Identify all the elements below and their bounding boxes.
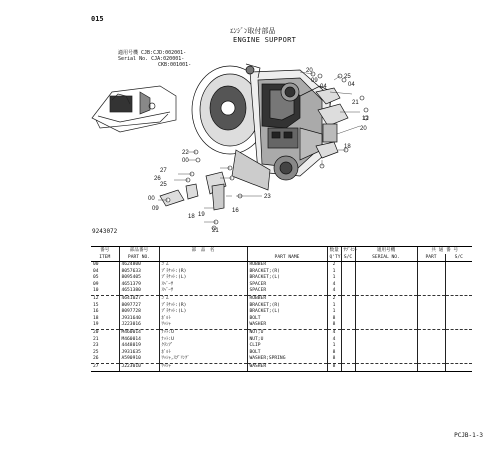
row-name-jp: ﾜｯｼｬ xyxy=(159,363,247,371)
callout-16: 16 xyxy=(232,208,239,214)
row-part-no: M460014 xyxy=(119,337,159,344)
table-row xyxy=(91,363,472,371)
row-name-en: WASHER xyxy=(247,322,327,329)
callout-21-b: 21 xyxy=(212,228,219,234)
row-item: 16 xyxy=(93,309,99,315)
row-item: 09 xyxy=(93,281,99,287)
row-qty: 1 xyxy=(327,275,341,282)
row-remarks-part xyxy=(417,337,445,344)
row-sc xyxy=(341,329,355,336)
row-name-jp: ﾎﾞﾙﾄ xyxy=(159,350,247,357)
row-item: 05 xyxy=(93,275,99,281)
row-name-jp: ﾌﾞﾗｹｯﾄ:(R) xyxy=(159,303,247,310)
table-row xyxy=(91,343,472,350)
row-part-no: 4448019 xyxy=(119,343,159,350)
header-qty-en: Q'TY xyxy=(327,254,341,262)
row-name-en: BRACKET;(R) xyxy=(247,303,327,310)
row-remarks-sc xyxy=(445,275,472,282)
row-name-en: BOLT xyxy=(247,350,327,357)
callout-18-a: 18 xyxy=(344,144,351,150)
row-qty: 8 xyxy=(327,363,341,371)
row-serial xyxy=(355,275,417,282)
row-serial xyxy=(355,316,417,323)
serial-label-en: Serial No. xyxy=(118,56,149,62)
callout-18-b: 18 xyxy=(188,214,195,220)
title-japanese: ｴﾝｼﾞﾝ取付部品 xyxy=(230,27,276,35)
row-remarks-part xyxy=(417,303,445,310)
row-name-jp: ﾌﾞﾗｹｯﾄ:(R) xyxy=(159,269,247,276)
row-name-jp: ﾎﾞﾙﾄ xyxy=(159,316,247,323)
row-part-no: A590910 xyxy=(119,356,159,363)
header-item-jp: 番号 xyxy=(100,248,110,253)
row-remarks-part xyxy=(417,329,445,336)
row-part-no: 8057633 xyxy=(119,269,159,276)
row-part-no: J931635 xyxy=(119,350,159,357)
row-serial xyxy=(355,322,417,329)
row-name-en: WASHER;SPRING xyxy=(247,356,327,363)
table-row xyxy=(91,337,472,344)
row-qty: 1 xyxy=(327,343,341,350)
row-qty: 4 xyxy=(327,329,341,336)
row-name-en: BOLT xyxy=(247,316,327,323)
serial-number-2: CJA:020001- xyxy=(151,56,185,62)
header-name-en: PART NAME xyxy=(247,254,327,262)
row-serial xyxy=(355,329,417,336)
table-row xyxy=(91,356,472,363)
row-part-no: 4651379 xyxy=(119,282,159,289)
row-name-en: RUBBER xyxy=(247,262,327,269)
callout-23: 23 xyxy=(264,194,271,200)
row-sc xyxy=(341,303,355,310)
row-serial xyxy=(355,295,417,302)
row-part-no: 8097728 xyxy=(119,309,159,316)
callout-20-a: 20 xyxy=(306,68,313,74)
row-remarks-sc xyxy=(445,295,472,302)
row-remarks-part xyxy=(417,295,445,302)
row-serial xyxy=(355,363,417,371)
callout-04-a: 04 xyxy=(320,84,327,90)
header-item-en: ITEM xyxy=(91,254,119,262)
row-part-no: 4651380 xyxy=(119,288,159,295)
row-sc xyxy=(341,269,355,276)
callout-09-b: 09 xyxy=(152,206,159,212)
row-item: 19 xyxy=(91,322,119,329)
row-name-en: BRACKET;(R) xyxy=(247,269,327,276)
row-qty: 2 xyxy=(327,262,341,269)
row-name-jp: ﾜｯｼｬ,ｽﾌﾟﾘﾝｸﾞ xyxy=(159,356,247,363)
row-serial xyxy=(355,288,417,295)
table-row xyxy=(91,282,472,289)
callout-00-a: 00 xyxy=(148,196,155,202)
row-remarks-sc xyxy=(445,329,472,336)
header-part-no-jp: 部品番号 xyxy=(119,247,159,254)
callout-20-c: 22 xyxy=(182,150,189,156)
row-item: 18 xyxy=(93,315,99,321)
row-part-no: J223010 xyxy=(119,363,159,371)
header-part-no-en: PART NO. xyxy=(119,254,159,262)
row-sc xyxy=(341,295,355,302)
row-remarks-sc xyxy=(445,269,472,276)
row-item: 00 xyxy=(93,262,99,267)
row-name-jp: ﾌﾞﾗｹｯﾄ:(L) xyxy=(159,275,247,282)
row-qty: 8 xyxy=(327,316,341,323)
row-remarks-sc xyxy=(445,309,472,316)
row-part-no: J931640 xyxy=(119,316,159,323)
table-row xyxy=(91,303,472,310)
row-sc xyxy=(341,322,355,329)
row-remarks-sc xyxy=(445,322,472,329)
row-qty: 8 xyxy=(327,350,341,357)
row-remarks-part xyxy=(417,288,445,295)
row-remarks-sc xyxy=(445,350,472,357)
row-remarks-sc xyxy=(445,343,472,350)
row-remarks-part xyxy=(417,275,445,282)
row-name-jp: ﾅｯﾄ:U xyxy=(159,329,247,336)
row-sc xyxy=(341,275,355,282)
serial-label-jp: 適用号機 xyxy=(118,50,139,56)
row-name-jp: ｺﾞﾑ xyxy=(159,295,247,302)
row-part-no: 4624800 xyxy=(119,262,159,269)
row-serial xyxy=(355,343,417,350)
row-name-en: BRACKET;(L) xyxy=(247,275,327,282)
table-row xyxy=(91,309,472,316)
row-qty: 4 xyxy=(327,282,341,289)
row-sc xyxy=(341,282,355,289)
row-name-jp: ﾌﾞﾗｹｯﾄ:(L) xyxy=(159,309,247,316)
callout-26: 26 xyxy=(154,176,161,182)
row-name-en: BRACKET;(L) xyxy=(247,309,327,316)
page-footer: PCJB-1-3 xyxy=(454,432,483,439)
row-remarks-part xyxy=(417,269,445,276)
row-name-jp: ﾜｯｼｬ xyxy=(159,322,247,329)
callout-21-a: 21 xyxy=(352,100,359,106)
header-serial-en: SERIAL NO. xyxy=(355,254,417,262)
row-item: 15 xyxy=(93,302,99,308)
row-serial xyxy=(355,356,417,363)
row-part-no: M460014 xyxy=(119,329,159,336)
row-sc xyxy=(341,350,355,357)
row-remarks-part xyxy=(417,356,445,363)
row-sc xyxy=(341,337,355,344)
row-serial xyxy=(355,262,417,269)
row-remarks-sc xyxy=(445,316,472,323)
row-item: 10 xyxy=(91,288,119,295)
row-qty: 8 xyxy=(327,356,341,363)
row-remarks-sc xyxy=(445,363,472,371)
machine-thumbnail-icon xyxy=(92,86,176,132)
header-sc-en: S/C xyxy=(341,254,355,262)
row-qty: 4 xyxy=(327,337,341,344)
row-item: 27 xyxy=(91,363,119,371)
row-qty: 1 xyxy=(327,269,341,276)
page-code: 015 xyxy=(91,15,104,23)
row-remarks-sc xyxy=(445,262,472,269)
table-row xyxy=(91,275,472,282)
callout-00-b: 00 xyxy=(182,158,189,164)
header-name-blank-2 xyxy=(159,254,247,262)
serial-number-1: CJB:CJD:002001- xyxy=(141,50,187,56)
row-sc xyxy=(341,262,355,269)
row-sc xyxy=(341,343,355,350)
row-sc xyxy=(341,309,355,316)
parts-table xyxy=(91,247,472,372)
row-part-no: 8095405 xyxy=(119,275,159,282)
row-part-no: 8097727 xyxy=(119,303,159,310)
row-remarks-part xyxy=(417,322,445,329)
row-item: 21 xyxy=(93,336,99,342)
row-remarks-part xyxy=(417,309,445,316)
row-qty: 1 xyxy=(327,303,341,310)
table-row xyxy=(91,329,472,336)
row-qty: 4 xyxy=(327,288,341,295)
header-qty-jp: 数量 xyxy=(327,247,341,254)
row-qty: 1 xyxy=(327,309,341,316)
row-remarks-part xyxy=(417,316,445,323)
row-name-en: RUBBER xyxy=(247,295,327,302)
row-item: 25 xyxy=(93,349,99,355)
header-remarks-sc: S/C xyxy=(445,254,472,262)
row-serial xyxy=(355,303,417,310)
row-part-no: J223016 xyxy=(119,322,159,329)
row-remarks-part xyxy=(417,262,445,269)
row-remarks-sc xyxy=(445,282,472,289)
row-serial xyxy=(355,337,417,344)
row-item: 26 xyxy=(91,356,119,363)
row-sc xyxy=(341,356,355,363)
row-item: 12 xyxy=(93,295,99,301)
row-remarks-sc xyxy=(445,288,472,295)
table-row xyxy=(91,295,472,302)
header-serial-jp: 適用号機 xyxy=(355,247,417,254)
header-name-jp: 部 品 名 xyxy=(159,247,247,254)
row-serial xyxy=(355,269,417,276)
callout-25-b: 25 xyxy=(160,182,167,188)
row-name-jp: ﾅｯﾄ:U xyxy=(159,337,247,344)
row-name-jp: ｽﾍﾟｰｻ xyxy=(159,282,247,289)
row-remarks-sc xyxy=(445,337,472,344)
row-name-en: SPACER xyxy=(247,282,327,289)
callout-20-b: 20 xyxy=(360,126,367,132)
callout-04-b: 04 xyxy=(348,82,355,88)
row-name-en: NUT;U xyxy=(247,337,327,344)
callout-12: 12 xyxy=(362,116,369,122)
row-remarks-part xyxy=(417,282,445,289)
row-serial xyxy=(355,282,417,289)
row-item: 23 xyxy=(93,343,99,349)
row-name-en: CLIP xyxy=(247,343,327,350)
figure-number: 9243072 xyxy=(92,228,118,235)
table-row xyxy=(91,262,472,269)
callout-25-a: 25 xyxy=(344,74,351,80)
row-qty: 2 xyxy=(327,295,341,302)
title-english: ENGINE SUPPORT xyxy=(233,36,297,44)
table-row xyxy=(91,288,472,295)
row-qty: 8 xyxy=(327,322,341,329)
row-remarks-sc xyxy=(445,356,472,363)
row-sc xyxy=(341,316,355,323)
header-name-blank xyxy=(247,247,327,254)
row-sc xyxy=(341,288,355,295)
row-serial xyxy=(355,350,417,357)
table-row xyxy=(91,316,472,323)
header-sc-jp: ｻﾌﾞｾﾝﾄ xyxy=(341,247,355,254)
row-item: 04 xyxy=(93,268,99,274)
row-part-no: 4641027 xyxy=(119,295,159,302)
table-row xyxy=(91,269,472,276)
row-remarks-sc xyxy=(445,303,472,310)
header-remarks-part: PART xyxy=(417,254,445,262)
row-remarks-part xyxy=(417,363,445,371)
row-remarks-part xyxy=(417,343,445,350)
callout-09-a: 09 xyxy=(311,78,318,84)
row-remarks-part xyxy=(417,350,445,357)
callout-19: 19 xyxy=(198,212,205,218)
header-remarks-jp: 共 通 番 号 xyxy=(417,247,472,254)
row-sc xyxy=(341,363,355,371)
serial-number-3: CKB:001001- xyxy=(158,62,192,68)
row-name-en: NUT;U xyxy=(247,329,327,336)
table-row xyxy=(91,322,472,329)
callout-27: 27 xyxy=(160,168,167,174)
row-name-jp: ｺﾞﾑ xyxy=(159,262,247,269)
row-serial xyxy=(355,309,417,316)
row-name-jp: ｽﾍﾟｰｻ xyxy=(159,288,247,295)
row-name-en: WASHER xyxy=(247,363,327,371)
row-name-jp: ｸﾗﾝﾌﾟ xyxy=(159,343,247,350)
row-name-en: SPACER xyxy=(247,288,327,295)
row-item: 20 xyxy=(93,329,99,335)
